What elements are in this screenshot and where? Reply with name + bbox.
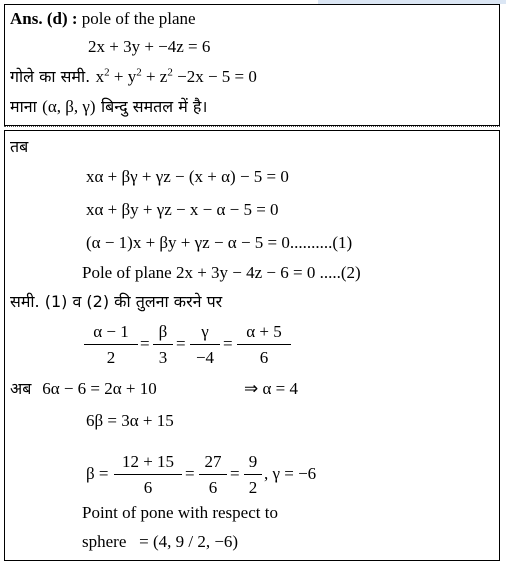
beta-fraction-1 (114, 452, 182, 498)
conclusion-line-1: Point of pone with respect to (82, 503, 278, 522)
beta-fraction-1-denominator: 6 (143, 478, 153, 497)
conclusion-line-2 (82, 531, 238, 553)
equation-3: (α − 1)x + βy + γz − α − 5 = 0..........(1) (86, 233, 353, 252)
assume-suffix: बिन्दु समतल में है। (100, 97, 208, 116)
sphere-equation-line (10, 66, 257, 88)
ratio-fraction-2-numerator: β (153, 322, 173, 345)
ratio-fraction-3-numerator: γ (190, 322, 220, 345)
ab-result: ⇒ α = 4 (244, 379, 298, 398)
ratio-fraction-4-denominator: 6 (259, 348, 269, 367)
beta-equation: 6β = 3α + 15 (86, 411, 174, 430)
ratio-fraction-2 (153, 322, 173, 368)
beta-fraction-2-numerator: 27 (199, 452, 227, 475)
gamma-value: , γ = −6 (264, 464, 317, 483)
then-word: तब (10, 137, 29, 156)
beta-equals-1: = (185, 464, 195, 483)
ab-equation: 6α − 6 = 2α + 10 (42, 379, 157, 398)
beta-fraction-3-numerator: 9 (244, 452, 262, 475)
conclusion-sphere-label: sphere (82, 532, 127, 551)
ratio-equals-2: = (176, 334, 186, 353)
assume-prefix: माना (10, 97, 37, 116)
plane-equation: 2x + 3y + −4z = 6 (88, 37, 211, 56)
equation-1: xα + βγ + γz − (x + α) − 5 = 0 (86, 167, 289, 186)
ratio-equals-1: = (140, 334, 150, 353)
sphere-equation: $x^2 + y^2 + z^2 -2x - 5 = 0$ (95, 66, 257, 86)
dotted-separator (4, 126, 500, 127)
beta-equals-2: = (230, 464, 240, 483)
ratio-fraction-1-denominator: 2 (106, 348, 116, 367)
ratio-fraction-1 (84, 322, 138, 368)
beta-fraction-1-numerator: 12 + 15 (114, 452, 182, 475)
answer-heading (10, 8, 196, 30)
ratio-equals-3: = (223, 334, 233, 353)
ratio-fraction-3 (190, 322, 220, 368)
sphere-prefix: गोले का समी. (10, 67, 91, 86)
equation-2: xα + βy + γz − x − α − 5 = 0 (86, 200, 279, 219)
ratio-fraction-1-numerator: α − 1 (84, 322, 138, 345)
beta-fraction-2 (199, 452, 227, 498)
assume-line (10, 96, 207, 118)
answer-heading-text: pole of the plane (77, 9, 196, 28)
ratio-fraction-4-numerator: α + 5 (237, 322, 291, 345)
ab-line (10, 378, 157, 400)
compare-line: समी. (1) व (2) की तुलना करने पर (10, 292, 223, 311)
conclusion-point-value: = (4, 9 / 2, −6) (139, 532, 239, 551)
beta-fraction-3-denominator: 2 (248, 478, 258, 497)
ratio-fraction-4 (237, 322, 291, 368)
ratio-fraction-3-denominator: −4 (195, 348, 215, 367)
beta-fraction-3 (244, 452, 262, 498)
beta-fraction-2-denominator: 6 (208, 478, 218, 497)
answer-label: Ans. (d) : (10, 9, 78, 28)
ab-word: अब (10, 379, 32, 398)
pole-of-plane-line: Pole of plane 2x + 3y − 4z − 6 = 0 .....(2) (82, 263, 361, 282)
assume-point: (α, β, γ) (42, 97, 96, 116)
ratio-fraction-2-denominator: 3 (158, 348, 168, 367)
beta-lhs: β = (86, 464, 109, 483)
